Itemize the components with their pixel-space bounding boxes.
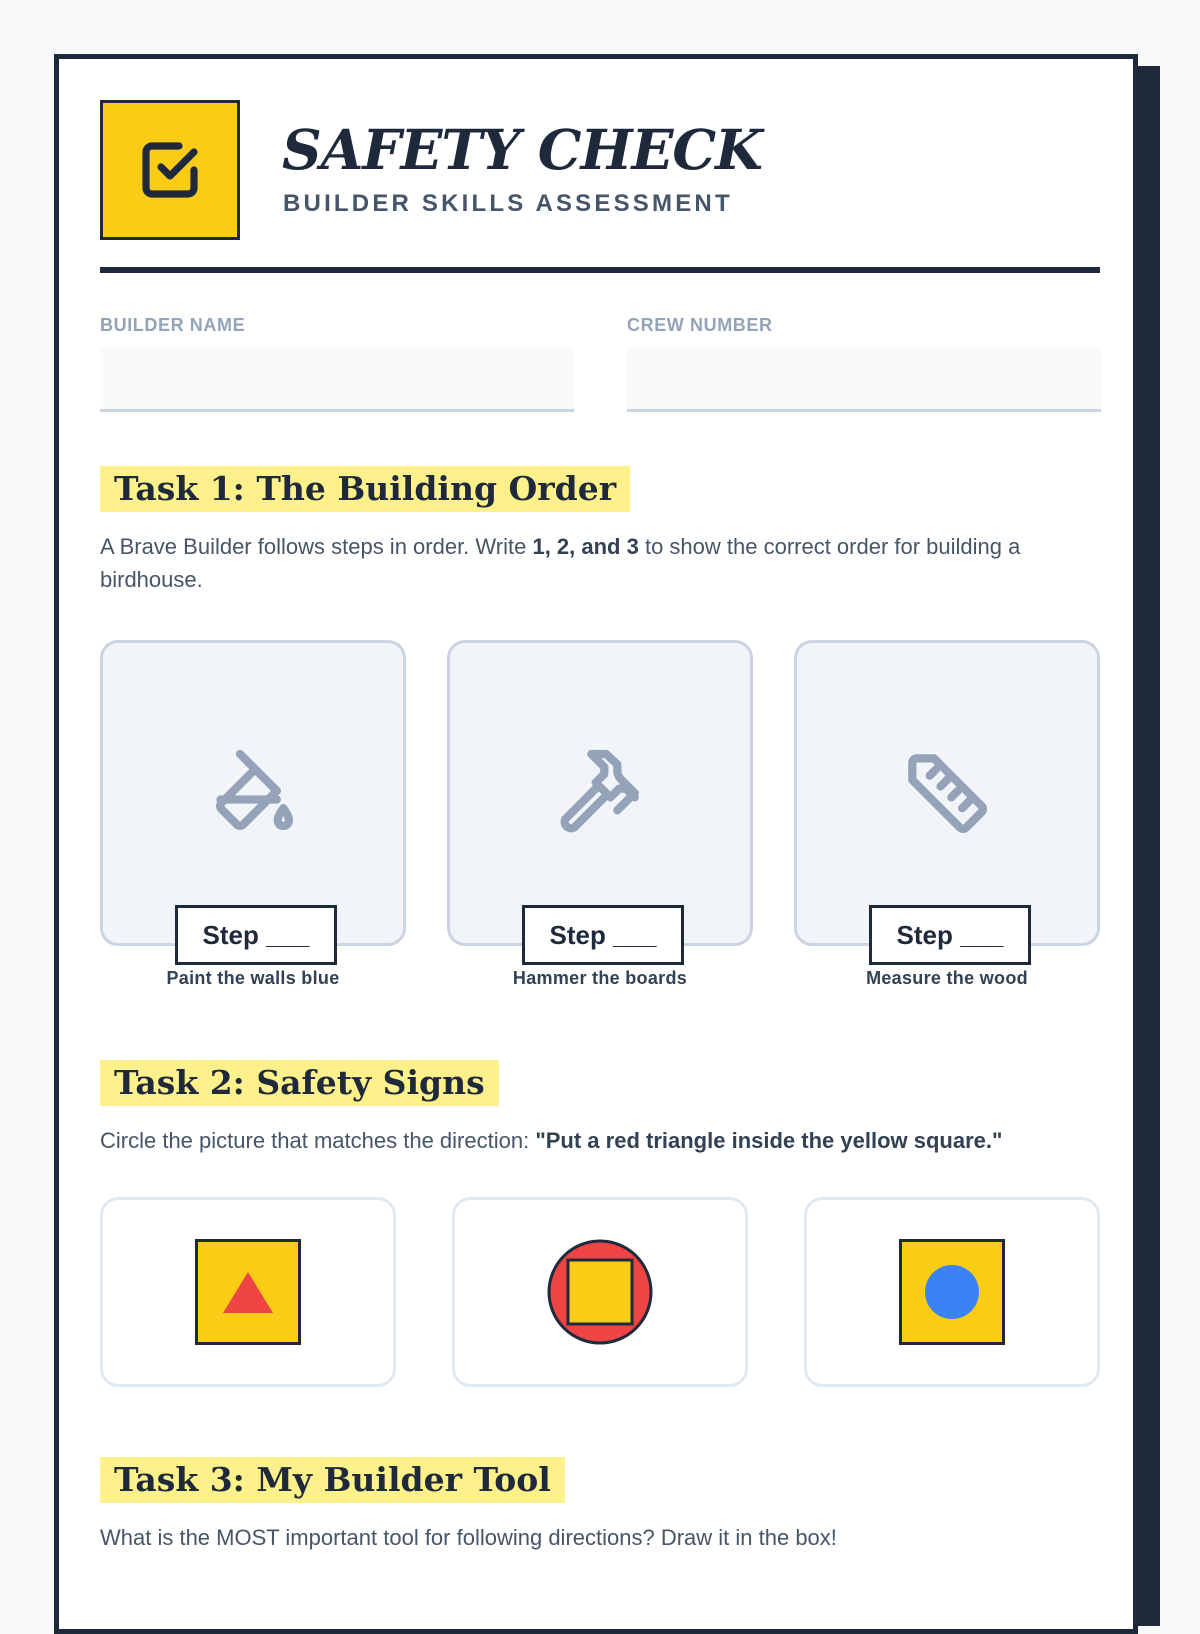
step-number-box[interactable]: Step ___ bbox=[869, 905, 1031, 965]
step-card-hammer bbox=[447, 640, 753, 989]
yellow-square-red-triangle-icon bbox=[195, 1239, 301, 1345]
worksheet-content bbox=[100, 100, 1100, 1554]
task-1-text-end: to show the correct order for building a birdhouse. bbox=[100, 534, 1021, 592]
choice-square-triangle[interactable] bbox=[100, 1197, 396, 1387]
task-2 bbox=[100, 1060, 1100, 1387]
builder-name-input[interactable] bbox=[100, 347, 574, 412]
step-card-image bbox=[100, 640, 406, 950]
crew-number-group bbox=[627, 311, 1101, 412]
step-card-image bbox=[794, 640, 1100, 950]
task-2-text-start: Circle the picture that matches the direction: bbox=[100, 1128, 536, 1153]
logo bbox=[100, 100, 240, 240]
step-number-box[interactable]: Step ___ bbox=[175, 905, 337, 965]
task-1 bbox=[100, 466, 1100, 1060]
step-card-image bbox=[447, 640, 753, 950]
task-1-heading: Task 1: The Building Order bbox=[100, 466, 630, 512]
task-1-text-bold: 1, 2, and 3 bbox=[532, 534, 639, 559]
step-card-ruler bbox=[794, 640, 1100, 989]
student-fields bbox=[100, 311, 1100, 466]
task-2-instructions bbox=[100, 1124, 1100, 1157]
worksheet-page bbox=[54, 54, 1138, 1634]
yellow-square-blue-circle-icon bbox=[899, 1239, 1005, 1345]
header bbox=[100, 100, 1100, 311]
task-2-text-bold: "Put a red triangle inside the yellow square." bbox=[535, 1128, 1003, 1153]
task-3-heading: Task 3: My Builder Tool bbox=[100, 1457, 565, 1503]
ruler-icon bbox=[895, 741, 999, 845]
step-caption: Paint the walls blue bbox=[166, 968, 340, 988]
sign-choices bbox=[100, 1197, 1100, 1387]
step-card-paint bbox=[100, 640, 406, 989]
checkbox-icon bbox=[134, 134, 206, 206]
step-cards bbox=[100, 640, 1100, 1060]
hammer-icon bbox=[548, 741, 652, 845]
builder-name-group bbox=[100, 311, 574, 412]
step-caption: Measure the wood bbox=[866, 968, 1028, 988]
task-3-instructions: What is the MOST important tool for following directions? Draw it in the box! bbox=[100, 1525, 837, 1550]
crew-number-label: CREW NUMBER bbox=[627, 315, 773, 335]
step-caption: Hammer the boards bbox=[512, 968, 688, 988]
page-subtitle: BUILDER SKILLS ASSESSMENT bbox=[283, 190, 733, 217]
crew-number-input[interactable] bbox=[627, 347, 1101, 412]
step-number-box[interactable]: Step ___ bbox=[522, 905, 684, 965]
task-1-text-start: A Brave Builder follows steps in order. Write bbox=[100, 534, 533, 559]
page-title: SAFETY CHECK bbox=[282, 117, 762, 182]
paint-bucket-icon bbox=[201, 741, 305, 845]
header-divider bbox=[100, 267, 1100, 273]
builder-name-label: BUILDER NAME bbox=[100, 315, 246, 335]
task-3 bbox=[100, 1457, 1100, 1554]
task-1-instructions bbox=[100, 530, 1100, 596]
choice-circle-square[interactable] bbox=[452, 1197, 748, 1387]
red-circle-yellow-square-icon bbox=[547, 1239, 653, 1345]
task-2-heading: Task 2: Safety Signs bbox=[100, 1060, 499, 1106]
choice-square-circle[interactable] bbox=[804, 1197, 1100, 1387]
